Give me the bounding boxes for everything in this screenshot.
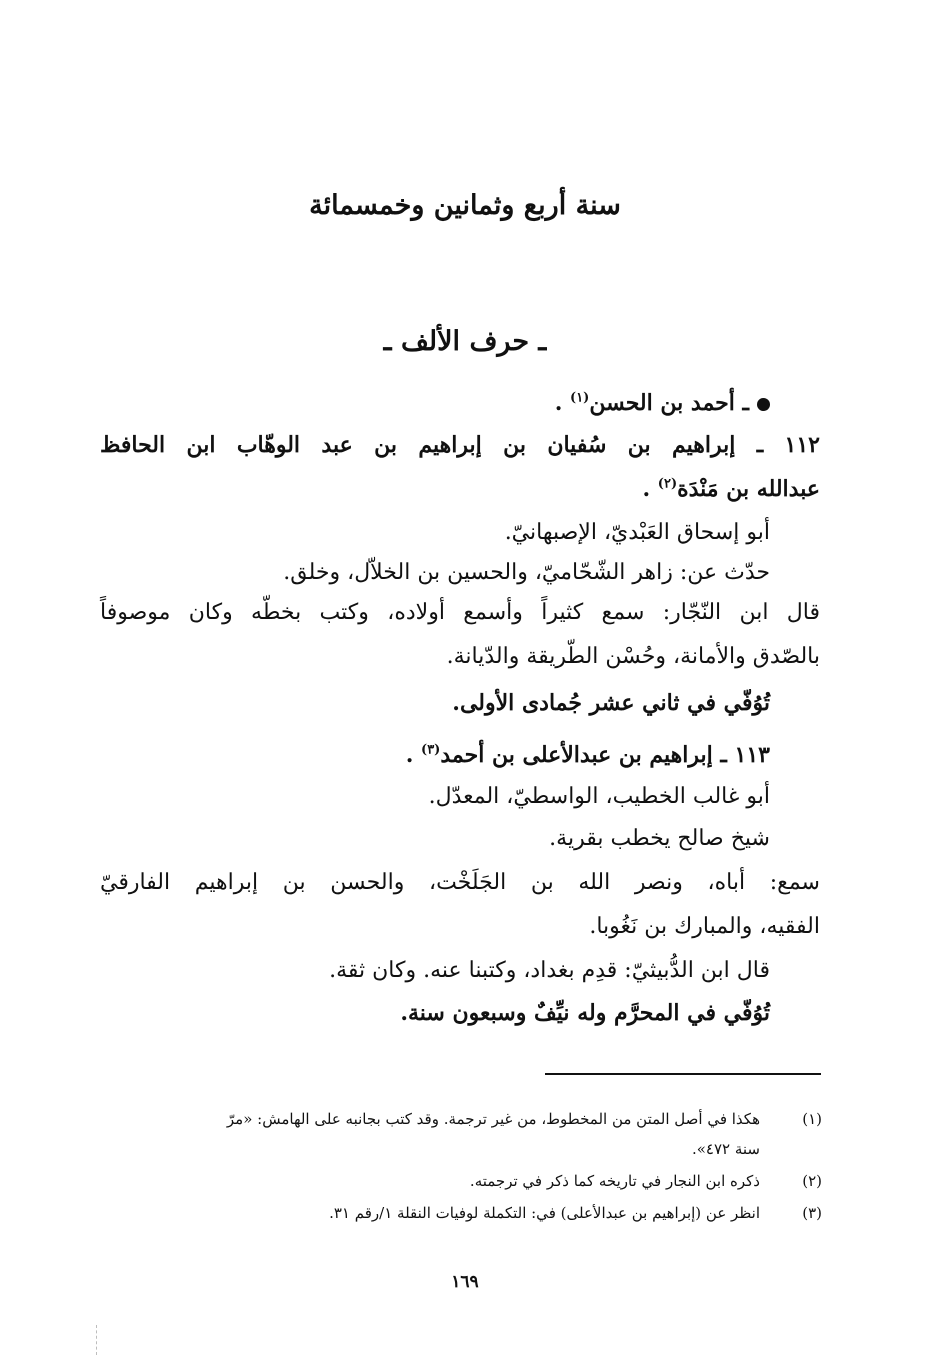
entry-ahmad: ـ أحمد بن الحسن$^{(١)}$ .	[555, 386, 770, 420]
page-number: ١٦٩	[451, 1272, 479, 1292]
footnote-2-line1: ذكره ابن النجار في تاريخه كما ذكر في ترجمته.	[469, 1172, 760, 1190]
footnote-3-number: (٣)	[802, 1204, 822, 1222]
footnote-divider	[545, 1073, 821, 1075]
entry-113-desc: شيخ صالح يخطب بقرية.	[549, 826, 770, 851]
footnote-ref-3: (٣)	[421, 742, 441, 758]
entry-112-heading: ١١٢ ـ إبراهيم بن سُفيان بن إبراهيم بن عبد الوهّاب ابن الحافظ	[100, 432, 820, 458]
scan-mark	[96, 1325, 98, 1355]
entry-113-heading: ١١٣ ـ إبراهيم بن عبدالأعلى بن أحمد$^{(٣)}$ .	[405, 742, 770, 768]
year-title: سنة أربع وثمانين وخمسمائة	[309, 190, 621, 221]
footnote-1-line2: سنة ٤٧٢».	[691, 1140, 760, 1158]
entry-112-kunya: أبو إسحاق العَبْديّ، الإصبهانيّ.	[504, 520, 770, 545]
entry-113-heard-line2: الفقيه، والمبارك بن نَغُوبا.	[589, 914, 820, 939]
footnote-ref-1: (١)	[570, 390, 590, 406]
entry-113-death: تُوُفّي في المحرَّم وله نيِّفٌ وسبعون سنة.	[400, 1000, 770, 1026]
section-title: ـ حرف الألف ـ	[383, 326, 547, 357]
entry-113-kunya: أبو غالب الخطيب، الواسطيّ، المعدّل.	[428, 784, 770, 809]
entry-112-teachers: حدّث عن: زاهر الشّحّاميّ، والحسين بن الخلاّل، وخلق.	[283, 560, 770, 585]
entry-112-quote-line1: قال ابن النّجّار: سمع كثيراً وأسمع أولاده، وكتب بخطّه وكان موصوفاً	[100, 600, 820, 625]
entry-112-quote-line2: بالصّدق والأمانة، وحُسْن الطّريقة والدّيانة.	[446, 644, 820, 669]
bullet-icon	[757, 398, 770, 411]
footnote-2-number: (٢)	[802, 1172, 822, 1190]
entry-113-heard-line1: سمع: أباه، ونصر الله بن الجَلَخْت، والحسن بن إبراهيم الفارقيّ	[100, 870, 820, 895]
footnote-ref-2: (٢)	[657, 476, 678, 492]
entry-112-death: تُوُفّي في ثاني عشر جُمادى الأولى.	[452, 690, 770, 716]
footnote-1-line1: هكذا في أصل المتن من المخطوط، من غير ترجمة. وقد كتب بجانبه على الهامش: «مرّ	[226, 1110, 760, 1128]
entry-112-heading-cont: عبدالله بن مَنْدَة$^{(٢)}$ .	[642, 476, 820, 502]
entry-113-quote: قال ابن الدُّبيثيّ: قدِم بغداد، وكتبنا عنه. وكان ثقة.	[329, 958, 770, 983]
footnote-3-line1: انظر عن (إبراهيم بن عبدالأعلى) في: التكملة لوفيات النقلة ١/رقم ٣١.	[329, 1204, 760, 1222]
footnote-1-number: (١)	[802, 1110, 822, 1128]
